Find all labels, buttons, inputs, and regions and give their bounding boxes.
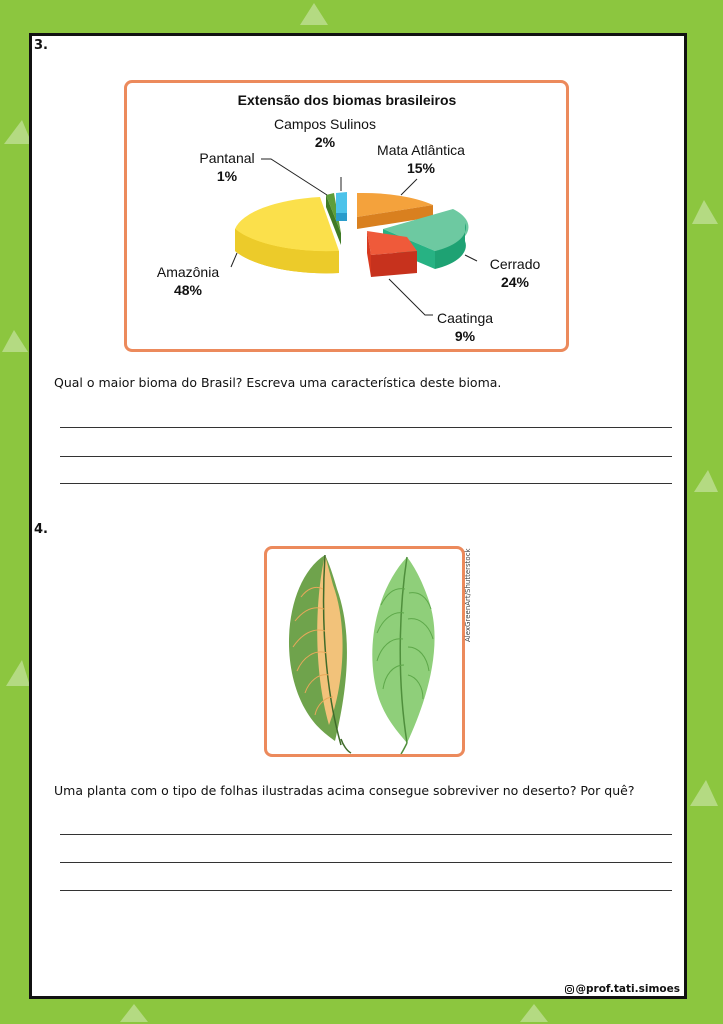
leaves-illustration-frame [264, 546, 465, 757]
answer-line[interactable] [60, 483, 672, 484]
pie-chart-frame [124, 80, 569, 352]
answer-line[interactable] [60, 834, 672, 835]
answer-line[interactable] [60, 890, 672, 891]
pie-chart [127, 83, 566, 349]
left-leaf [289, 555, 351, 753]
chart-title: Extensão dos biomas brasileiros [237, 92, 457, 108]
value-amazonia: 48% [173, 282, 203, 298]
instagram-icon [565, 985, 574, 994]
answer-line[interactable] [60, 456, 672, 457]
label-cerrado: Cerrado [489, 256, 541, 272]
pie-slice-campos-sulinos [336, 192, 347, 221]
label-campos-sulinos: Campos Sulinos [274, 116, 376, 132]
label-amazonia: Amazônia [156, 264, 220, 280]
question-number: 4. [34, 522, 48, 537]
question-3-text: Qual o maior bioma do Brasil? Escreva uma característica deste bioma. [54, 375, 502, 390]
pie-slice-amazonia [235, 197, 339, 273]
right-leaf [372, 557, 434, 754]
value-campos-sulinos: 2% [314, 134, 336, 150]
leaves-illustration [267, 549, 462, 754]
value-caatinga: 9% [454, 328, 476, 344]
answer-line[interactable] [60, 427, 672, 428]
footer-credit [565, 983, 680, 995]
question-4-text: Uma planta com o tipo de folhas ilustradas acima consegue sobreviver no deserto? Por quê? [54, 783, 635, 798]
label-pantanal: Pantanal [199, 150, 255, 166]
label-mata-atlantica: Mata Atlântica [377, 142, 465, 158]
question-number: 3. [34, 38, 48, 53]
value-mata-atlantica: 15% [406, 160, 436, 176]
footer-handle: @prof.tati.simoes [575, 983, 680, 995]
label-caatinga: Caatinga [436, 310, 494, 326]
answer-line[interactable] [60, 862, 672, 863]
value-cerrado: 24% [500, 274, 530, 290]
image-credit: AlexGreenArt/Shutterstock [464, 548, 472, 642]
worksheet-page [29, 33, 687, 999]
value-pantanal: 1% [216, 168, 238, 184]
